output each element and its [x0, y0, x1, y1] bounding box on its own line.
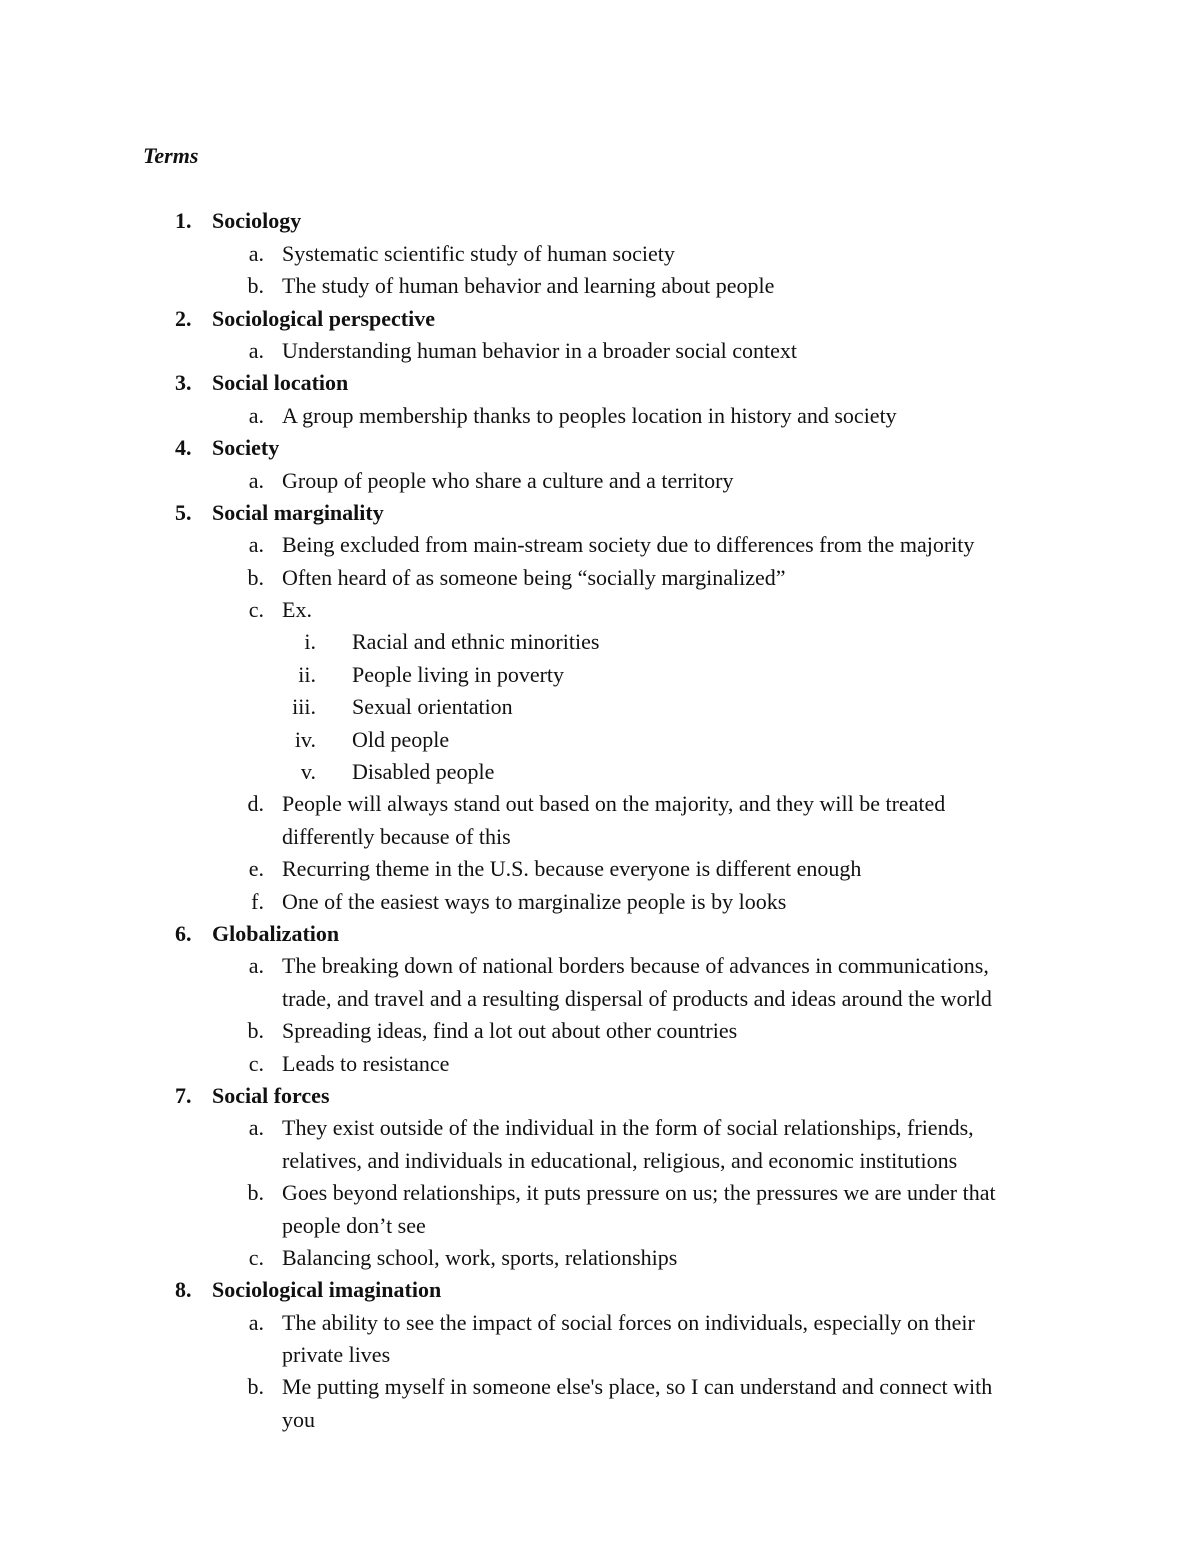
definition-item: [0, 562, 1200, 623]
definition-item: [0, 1015, 1200, 1076]
example-text: Sexual orientation: [352, 694, 513, 720]
definition-marker: b.: [247, 564, 264, 590]
definition-marker: b.: [247, 1374, 264, 1400]
definition-item-continuation: [0, 1371, 1200, 1432]
definition-marker: c.: [248, 597, 264, 623]
definition-text: Me putting myself in someone else's place, so I can understand and connect with: [282, 1374, 993, 1400]
term-title: Social forces: [212, 1082, 330, 1108]
term-heading: [0, 886, 1200, 946]
term-heading: [0, 1048, 1200, 1108]
definition-text: Often heard of as someone being “socially marginalized”: [282, 564, 786, 590]
term-number: 1.: [175, 208, 192, 234]
definition-item: [0, 303, 1200, 363]
definition-marker: d.: [247, 791, 264, 817]
definition-text: Understanding human behavior in a broader social context: [282, 337, 798, 363]
definition-item-continuation: [0, 950, 1200, 1011]
definition-text: Ex.: [282, 597, 312, 623]
definition-item: [0, 238, 1200, 299]
definition-text: Spreading ideas, find a lot out about other countries: [282, 1018, 738, 1044]
definition-text: differently because of this: [282, 823, 511, 849]
definition-marker: a.: [248, 402, 264, 428]
definition-text: They exist outside of the individual in the form of social relationships, friends,: [282, 1115, 974, 1141]
term-title: Society: [212, 435, 280, 461]
definition-item: [0, 1080, 1200, 1141]
term-heading: [0, 1242, 1200, 1303]
example-text: Racial and ethnic minorities: [352, 629, 600, 655]
term-title: Sociology: [212, 208, 302, 234]
example-text: Old people: [352, 726, 450, 752]
example-item: [0, 659, 1200, 720]
definition-marker: a.: [248, 337, 264, 363]
definition-text: Leads to resistance: [282, 1050, 450, 1076]
term-title: Globalization: [212, 920, 340, 946]
example-item: [0, 626, 1200, 687]
definition-item: [0, 367, 1200, 428]
example-item: [0, 594, 1200, 655]
terms-list: [0, 173, 1200, 1432]
definition-marker: a.: [248, 1115, 264, 1141]
definition-text: trade, and travel and a resulting dispersal of products and ideas around the world: [282, 985, 992, 1011]
term-heading: [0, 335, 1200, 396]
definition-text: people don’t see: [282, 1212, 426, 1238]
term-title: Sociological perspective: [212, 305, 436, 331]
definition-text: Balancing school, work, sports, relationships: [282, 1244, 678, 1270]
definition-text: relatives, and individuals in educational, religious, and economic institutions: [282, 1147, 958, 1173]
definition-text: One of the easiest ways to marginalize people is by looks: [282, 888, 787, 914]
definition-item: [0, 918, 1200, 979]
example-text: Disabled people: [352, 759, 495, 785]
definition-text: Recurring theme in the U.S. because everyone is different enough: [282, 856, 862, 882]
definition-marker: a.: [248, 1309, 264, 1335]
definition-text: The ability to see the impact of social forces on individuals, especially on their: [282, 1309, 975, 1335]
example-marker: v.: [300, 759, 316, 785]
definition-marker: a.: [248, 953, 264, 979]
definition-item: [0, 497, 1200, 558]
term-title: Social marginality: [212, 499, 384, 525]
definition-marker: c.: [248, 1244, 264, 1270]
definition-text: private lives: [282, 1342, 391, 1368]
example-marker: iv.: [294, 726, 316, 752]
definition-text: you: [282, 1406, 315, 1432]
definition-marker: a.: [248, 467, 264, 493]
definition-item-continuation: [0, 1177, 1200, 1238]
example-marker: i.: [304, 629, 316, 655]
definition-text: The study of human behavior and learning about people: [282, 273, 775, 299]
example-marker: iii.: [292, 694, 316, 720]
definition-text: Goes beyond relationships, it puts pressure on us; the pressures we are under that: [282, 1180, 996, 1206]
term-number: 3.: [175, 370, 192, 396]
example-marker: ii.: [298, 661, 316, 687]
definition-item-continuation: [0, 1307, 1200, 1368]
term-heading: [0, 465, 1200, 525]
term-number: 5.: [175, 499, 192, 525]
term-number: 4.: [175, 435, 192, 461]
definition-marker: f.: [251, 888, 264, 914]
term-number: 8.: [175, 1277, 192, 1303]
definition-item: [0, 983, 1200, 1044]
definition-text: Being excluded from main-stream society due to differences from the majority: [282, 532, 975, 558]
document-title: Terms: [143, 143, 199, 168]
definition-marker: c.: [248, 1050, 264, 1076]
term-heading: [0, 400, 1200, 461]
definition-marker: e.: [248, 856, 264, 882]
definition-item: [0, 1339, 1200, 1400]
example-text: People living in poverty: [352, 661, 565, 687]
definition-marker: b.: [247, 273, 264, 299]
definition-text: A group membership thanks to peoples location in history and society: [282, 402, 897, 428]
definition-item: [0, 432, 1200, 493]
term-number: 6.: [175, 920, 192, 946]
definition-item: [0, 529, 1200, 590]
definition-text: Systematic scientific study of human society: [282, 240, 675, 266]
definition-item: [0, 821, 1200, 882]
term-number: 7.: [175, 1082, 192, 1108]
definition-item: [0, 1274, 1200, 1335]
term-heading: [0, 270, 1200, 331]
definition-text: The breaking down of national borders because of advances in communications,: [282, 953, 989, 979]
definition-item: [0, 1210, 1200, 1270]
definition-item: [0, 756, 1200, 817]
example-item: [0, 691, 1200, 752]
term-title: Sociological imagination: [212, 1277, 442, 1303]
definition-marker: b.: [247, 1018, 264, 1044]
definition-marker: a.: [248, 532, 264, 558]
definition-text: Group of people who share a culture and a territory: [282, 467, 734, 493]
term-number: 2.: [175, 305, 192, 331]
definition-text: People will always stand out based on the majority, and they will be treated: [282, 791, 946, 817]
definition-item: [0, 205, 1200, 266]
term-heading: [0, 173, 1200, 234]
definition-item: [0, 1145, 1200, 1206]
term-title: Social location: [212, 370, 349, 396]
definition-item: [0, 853, 1200, 914]
definition-marker: b.: [247, 1180, 264, 1206]
definition-marker: a.: [248, 240, 264, 266]
definition-item-continuation: [0, 1112, 1200, 1173]
example-item: [0, 724, 1200, 785]
definition-item-continuation: [0, 788, 1200, 849]
